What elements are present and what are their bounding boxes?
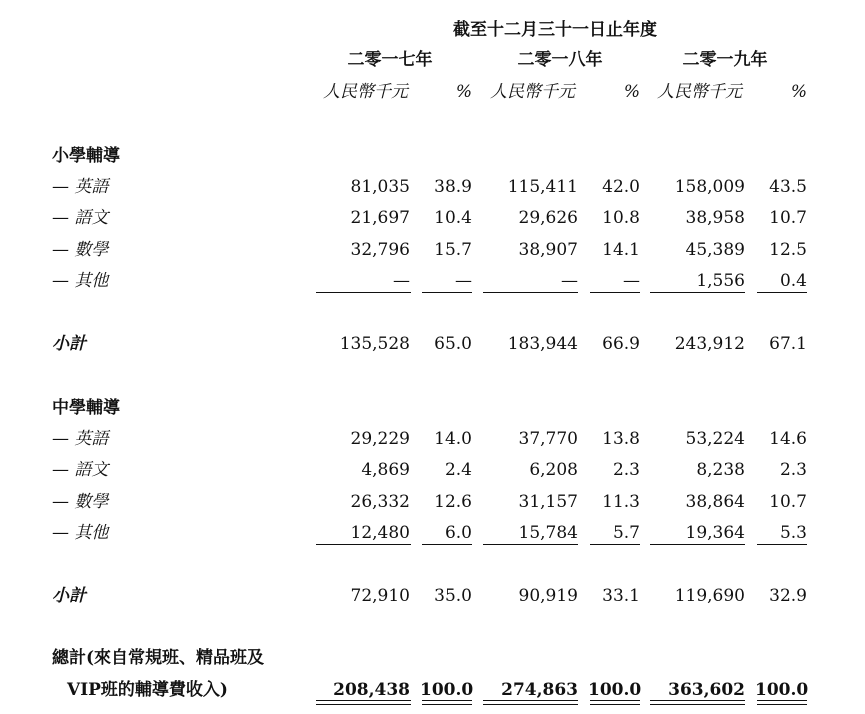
amount-2019: 38,864 xyxy=(685,492,745,512)
row-label: — 數學 xyxy=(52,240,109,260)
section-heading-primary: 小學輔導 xyxy=(52,146,120,166)
pct-2017: 10.4 xyxy=(434,208,472,228)
total-label-line1: 總計(來自常規班、精品班及 xyxy=(52,648,265,668)
row-label: — 其他 xyxy=(52,523,109,543)
pct-2018: 13.8 xyxy=(602,429,640,449)
double-underline-rule xyxy=(316,700,411,705)
row-label: — 其他 xyxy=(52,271,109,291)
pct-2019: 43.5 xyxy=(769,177,807,197)
amount-2019: 38,958 xyxy=(685,208,745,228)
amount-2018: 6,208 xyxy=(529,460,578,480)
amount-2018: 38,907 xyxy=(518,240,578,260)
pct-2018: 11.3 xyxy=(602,492,640,512)
amount-2018: 183,944 xyxy=(507,334,578,354)
pct-2018: — xyxy=(623,271,640,291)
year-2017-heading: 二零一七年 xyxy=(347,50,433,70)
underline-rule xyxy=(483,544,578,545)
amount-2019: 53,224 xyxy=(685,429,745,449)
amount-2017: 32,796 xyxy=(350,240,410,260)
amount-2017: 81,035 xyxy=(350,177,410,197)
double-underline-rule xyxy=(650,700,745,705)
amount-2017: — xyxy=(393,271,410,291)
unit-label-2019: 人民幣千元 xyxy=(657,82,742,102)
pct-2019: 10.7 xyxy=(769,208,807,228)
amount-2017: 12,480 xyxy=(350,523,410,543)
year-2018-heading: 二零一八年 xyxy=(517,50,603,70)
double-underline-rule xyxy=(483,700,578,705)
amount-2017: 26,332 xyxy=(350,492,410,512)
amount-2017: 72,910 xyxy=(350,586,410,606)
amount-2019: 45,389 xyxy=(685,240,745,260)
amount-2018: 115,411 xyxy=(507,177,578,197)
amount-2017: 29,229 xyxy=(350,429,410,449)
pct-2017: 12.6 xyxy=(434,492,472,512)
amount-2018: — xyxy=(561,271,578,291)
row-label: — 英語 xyxy=(52,429,109,449)
subtotal-label: 小計 xyxy=(52,586,86,606)
pct-2018: 42.0 xyxy=(602,177,640,197)
pct-2019: 14.6 xyxy=(769,429,807,449)
pct-label-2017: % xyxy=(455,82,472,102)
pct-2018: 10.8 xyxy=(602,208,640,228)
pct-2017: 6.0 xyxy=(444,523,472,543)
pct-2017: — xyxy=(455,271,472,291)
pct-2017: 65.0 xyxy=(434,334,472,354)
underline-rule xyxy=(650,544,745,545)
underline-rule xyxy=(483,292,578,293)
amount-2018: 37,770 xyxy=(518,429,578,449)
underline-rule xyxy=(757,292,807,293)
pct-2017: 2.4 xyxy=(444,460,472,480)
amount-2019: 8,238 xyxy=(696,460,745,480)
row-label: — 數學 xyxy=(52,492,109,512)
amount-2018: 15,784 xyxy=(518,523,578,543)
underline-rule xyxy=(422,544,472,545)
pct-2017: 14.0 xyxy=(434,429,472,449)
pct-label-2018: % xyxy=(623,82,640,102)
pct-2018: 66.9 xyxy=(602,334,640,354)
amount-2018: 29,626 xyxy=(518,208,578,228)
unit-label-2018: 人民幣千元 xyxy=(490,82,575,102)
double-underline-rule xyxy=(590,700,640,705)
pct-2019: 10.7 xyxy=(769,492,807,512)
amount-2019: 119,690 xyxy=(674,586,745,606)
pct-2017: 35.0 xyxy=(434,586,472,606)
underline-rule xyxy=(422,292,472,293)
pct-2019: 12.5 xyxy=(769,240,807,260)
section-heading-secondary: 中學輔導 xyxy=(52,398,120,418)
underline-rule xyxy=(316,544,411,545)
total-amount-2019: 363,602 xyxy=(668,680,745,700)
total-pct-2017: 100.0 xyxy=(420,680,474,700)
amount-2019: 19,364 xyxy=(685,523,745,543)
total-amount-2018: 274,863 xyxy=(501,680,578,700)
pct-2018: 5.7 xyxy=(612,523,640,543)
underline-rule xyxy=(757,544,807,545)
total-amount-2017: 208,438 xyxy=(333,680,410,700)
amount-2017: 21,697 xyxy=(350,208,410,228)
double-underline-rule xyxy=(757,700,807,705)
underline-rule xyxy=(590,544,640,545)
total-pct-2019: 100.0 xyxy=(755,680,809,700)
amount-2019: 1,556 xyxy=(696,271,745,291)
amount-2017: 135,528 xyxy=(339,334,410,354)
pct-2018: 14.1 xyxy=(602,240,640,260)
row-label: — 語文 xyxy=(52,460,109,480)
pct-label-2019: % xyxy=(790,82,807,102)
year-2019-heading: 二零一九年 xyxy=(682,50,768,70)
pct-2019: 67.1 xyxy=(769,334,807,354)
amount-2019: 243,912 xyxy=(674,334,745,354)
pct-2017: 38.9 xyxy=(434,177,472,197)
amount-2018: 31,157 xyxy=(518,492,578,512)
pct-2019: 0.4 xyxy=(779,271,807,291)
pct-2019: 32.9 xyxy=(769,586,807,606)
period-heading: 截至十二月三十一日止年度 xyxy=(453,20,657,40)
pct-2019: 2.3 xyxy=(779,460,807,480)
underline-rule xyxy=(316,292,411,293)
double-underline-rule xyxy=(422,700,472,705)
underline-rule xyxy=(650,292,745,293)
amount-2019: 158,009 xyxy=(674,177,745,197)
amount-2018: 90,919 xyxy=(518,586,578,606)
pct-2018: 33.1 xyxy=(602,586,640,606)
pct-2017: 15.7 xyxy=(434,240,472,260)
row-label: — 英語 xyxy=(52,177,109,197)
subtotal-label: 小計 xyxy=(52,334,86,354)
total-pct-2018: 100.0 xyxy=(588,680,642,700)
amount-2017: 4,869 xyxy=(361,460,410,480)
total-label-line2: VIP班的輔導費收入) xyxy=(67,680,228,700)
pct-2019: 5.3 xyxy=(779,523,807,543)
row-label: — 語文 xyxy=(52,208,109,228)
underline-rule xyxy=(590,292,640,293)
unit-label-2017: 人民幣千元 xyxy=(323,82,408,102)
pct-2018: 2.3 xyxy=(612,460,640,480)
